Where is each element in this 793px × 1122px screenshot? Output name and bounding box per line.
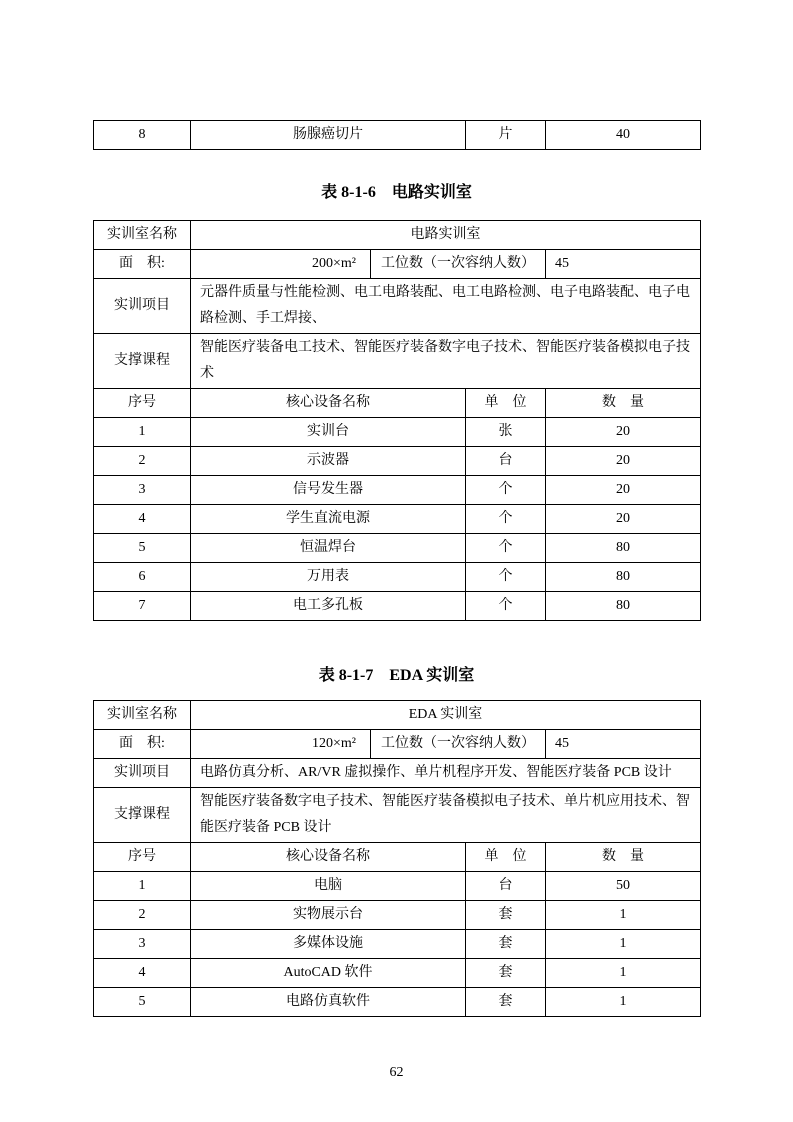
course-label: 支撑课程	[94, 334, 191, 389]
area-label: 面 积:	[94, 250, 191, 279]
header-row	[94, 389, 701, 418]
cell-unit: 个	[466, 505, 546, 534]
course-value: 智能医疗装备数字电子技术、智能医疗装备模拟电子技术、单片机应用技术、智能医疗装备 PCB 设计	[191, 788, 701, 843]
cell-no: 2	[94, 447, 191, 476]
area-value: 120×m²	[191, 730, 371, 759]
table-row	[94, 592, 701, 621]
area-label: 面 积:	[94, 730, 191, 759]
table-row	[94, 988, 701, 1017]
cell-name: 示波器	[191, 447, 466, 476]
cell-name: 信号发生器	[191, 476, 466, 505]
table-row	[94, 418, 701, 447]
cell-qty: 1	[546, 930, 701, 959]
page-number: 62	[389, 1065, 404, 1080]
cell-no: 4	[94, 505, 191, 534]
table-row	[94, 959, 701, 988]
area-row	[94, 250, 701, 279]
cell-no: 1	[94, 872, 191, 901]
room-label: 实训室名称	[94, 701, 191, 730]
cell-no: 3	[94, 476, 191, 505]
col-header-name: 核心设备名称	[191, 843, 466, 872]
cell-unit: 套	[466, 901, 546, 930]
course-value: 智能医疗装备电工技术、智能医疗装备数字电子技术、智能医疗装备模拟电子技术	[191, 334, 701, 389]
cell-unit: 张	[466, 418, 546, 447]
cell-name: 多媒体设施	[191, 930, 466, 959]
project-row	[94, 759, 701, 788]
table1-title: 表 8-1-6 电路实训室	[321, 184, 472, 201]
room-label: 实训室名称	[94, 221, 191, 250]
equipment-table-1	[93, 220, 701, 621]
cell-name: 电脑	[191, 872, 466, 901]
cell-no: 6	[94, 563, 191, 592]
cell-unit: 台	[466, 447, 546, 476]
table-row	[94, 121, 701, 150]
cell-name: 电路仿真软件	[191, 988, 466, 1017]
project-value: 元器件质量与性能检测、电工电路装配、电工电路检测、电子电路装配、电子电路检测、手工焊接、	[191, 279, 701, 334]
cell-qty: 1	[546, 959, 701, 988]
cell-unit: 个	[466, 476, 546, 505]
cell-qty: 1	[546, 901, 701, 930]
col-header-no: 序号	[94, 389, 191, 418]
cell-unit: 套	[466, 930, 546, 959]
cell-name: 学生直流电源	[191, 505, 466, 534]
col-header-name: 核心设备名称	[191, 389, 466, 418]
cell-qty: 20	[546, 447, 701, 476]
cell-qty: 40	[546, 121, 701, 150]
header-row	[94, 843, 701, 872]
cell-name: 实训台	[191, 418, 466, 447]
course-row	[94, 334, 701, 389]
cell-name: 恒温焊台	[191, 534, 466, 563]
project-label: 实训项目	[94, 279, 191, 334]
room-name-row	[94, 701, 701, 730]
area-value: 200×m²	[191, 250, 371, 279]
cell-qty: 80	[546, 592, 701, 621]
capacity-label: 工位数（一次容纳人数）	[371, 250, 546, 279]
equipment-table-2	[93, 700, 701, 1017]
fragment-table	[93, 120, 701, 150]
table-row	[94, 872, 701, 901]
cell-no: 7	[94, 592, 191, 621]
cell-no: 8	[94, 121, 191, 150]
room-name-row	[94, 221, 701, 250]
capacity-value: 45	[546, 730, 701, 759]
cell-qty: 1	[546, 988, 701, 1017]
cell-name: 万用表	[191, 563, 466, 592]
cell-name: 肠腺癌切片	[191, 121, 466, 150]
cell-no: 1	[94, 418, 191, 447]
cell-no: 3	[94, 930, 191, 959]
table-row	[94, 930, 701, 959]
cell-no: 4	[94, 959, 191, 988]
table2-title: 表 8-1-7 EDA 实训室	[318, 667, 475, 684]
table-row	[94, 534, 701, 563]
cell-no: 5	[94, 534, 191, 563]
table-row	[94, 901, 701, 930]
course-label: 支撑课程	[94, 788, 191, 843]
table-row	[94, 563, 701, 592]
cell-name: 电工多孔板	[191, 592, 466, 621]
col-header-no: 序号	[94, 843, 191, 872]
course-row	[94, 788, 701, 843]
cell-qty: 50	[546, 872, 701, 901]
cell-name: AutoCAD 软件	[191, 959, 466, 988]
cell-qty: 80	[546, 563, 701, 592]
cell-unit: 个	[466, 534, 546, 563]
cell-qty: 20	[546, 476, 701, 505]
room-value: EDA 实训室	[191, 701, 701, 730]
project-value: 电路仿真分析、AR/VR 虚拟操作、单片机程序开发、智能医疗装备 PCB 设计	[191, 759, 701, 788]
cell-name: 实物展示台	[191, 901, 466, 930]
cell-qty: 20	[546, 418, 701, 447]
table-row	[94, 447, 701, 476]
cell-qty: 80	[546, 534, 701, 563]
col-header-unit: 单 位	[466, 389, 546, 418]
col-header-qty: 数 量	[546, 389, 701, 418]
capacity-label: 工位数（一次容纳人数）	[371, 730, 546, 759]
cell-unit: 台	[466, 872, 546, 901]
cell-unit: 个	[466, 563, 546, 592]
cell-qty: 20	[546, 505, 701, 534]
cell-unit: 套	[466, 988, 546, 1017]
table-row	[94, 476, 701, 505]
cell-unit: 个	[466, 592, 546, 621]
area-row	[94, 730, 701, 759]
project-label: 实训项目	[94, 759, 191, 788]
cell-no: 5	[94, 988, 191, 1017]
col-header-qty: 数 量	[546, 843, 701, 872]
room-value: 电路实训室	[191, 221, 701, 250]
capacity-value: 45	[546, 250, 701, 279]
project-row	[94, 279, 701, 334]
col-header-unit: 单 位	[466, 843, 546, 872]
table-row	[94, 505, 701, 534]
cell-no: 2	[94, 901, 191, 930]
cell-unit: 片	[466, 121, 546, 150]
cell-unit: 套	[466, 959, 546, 988]
